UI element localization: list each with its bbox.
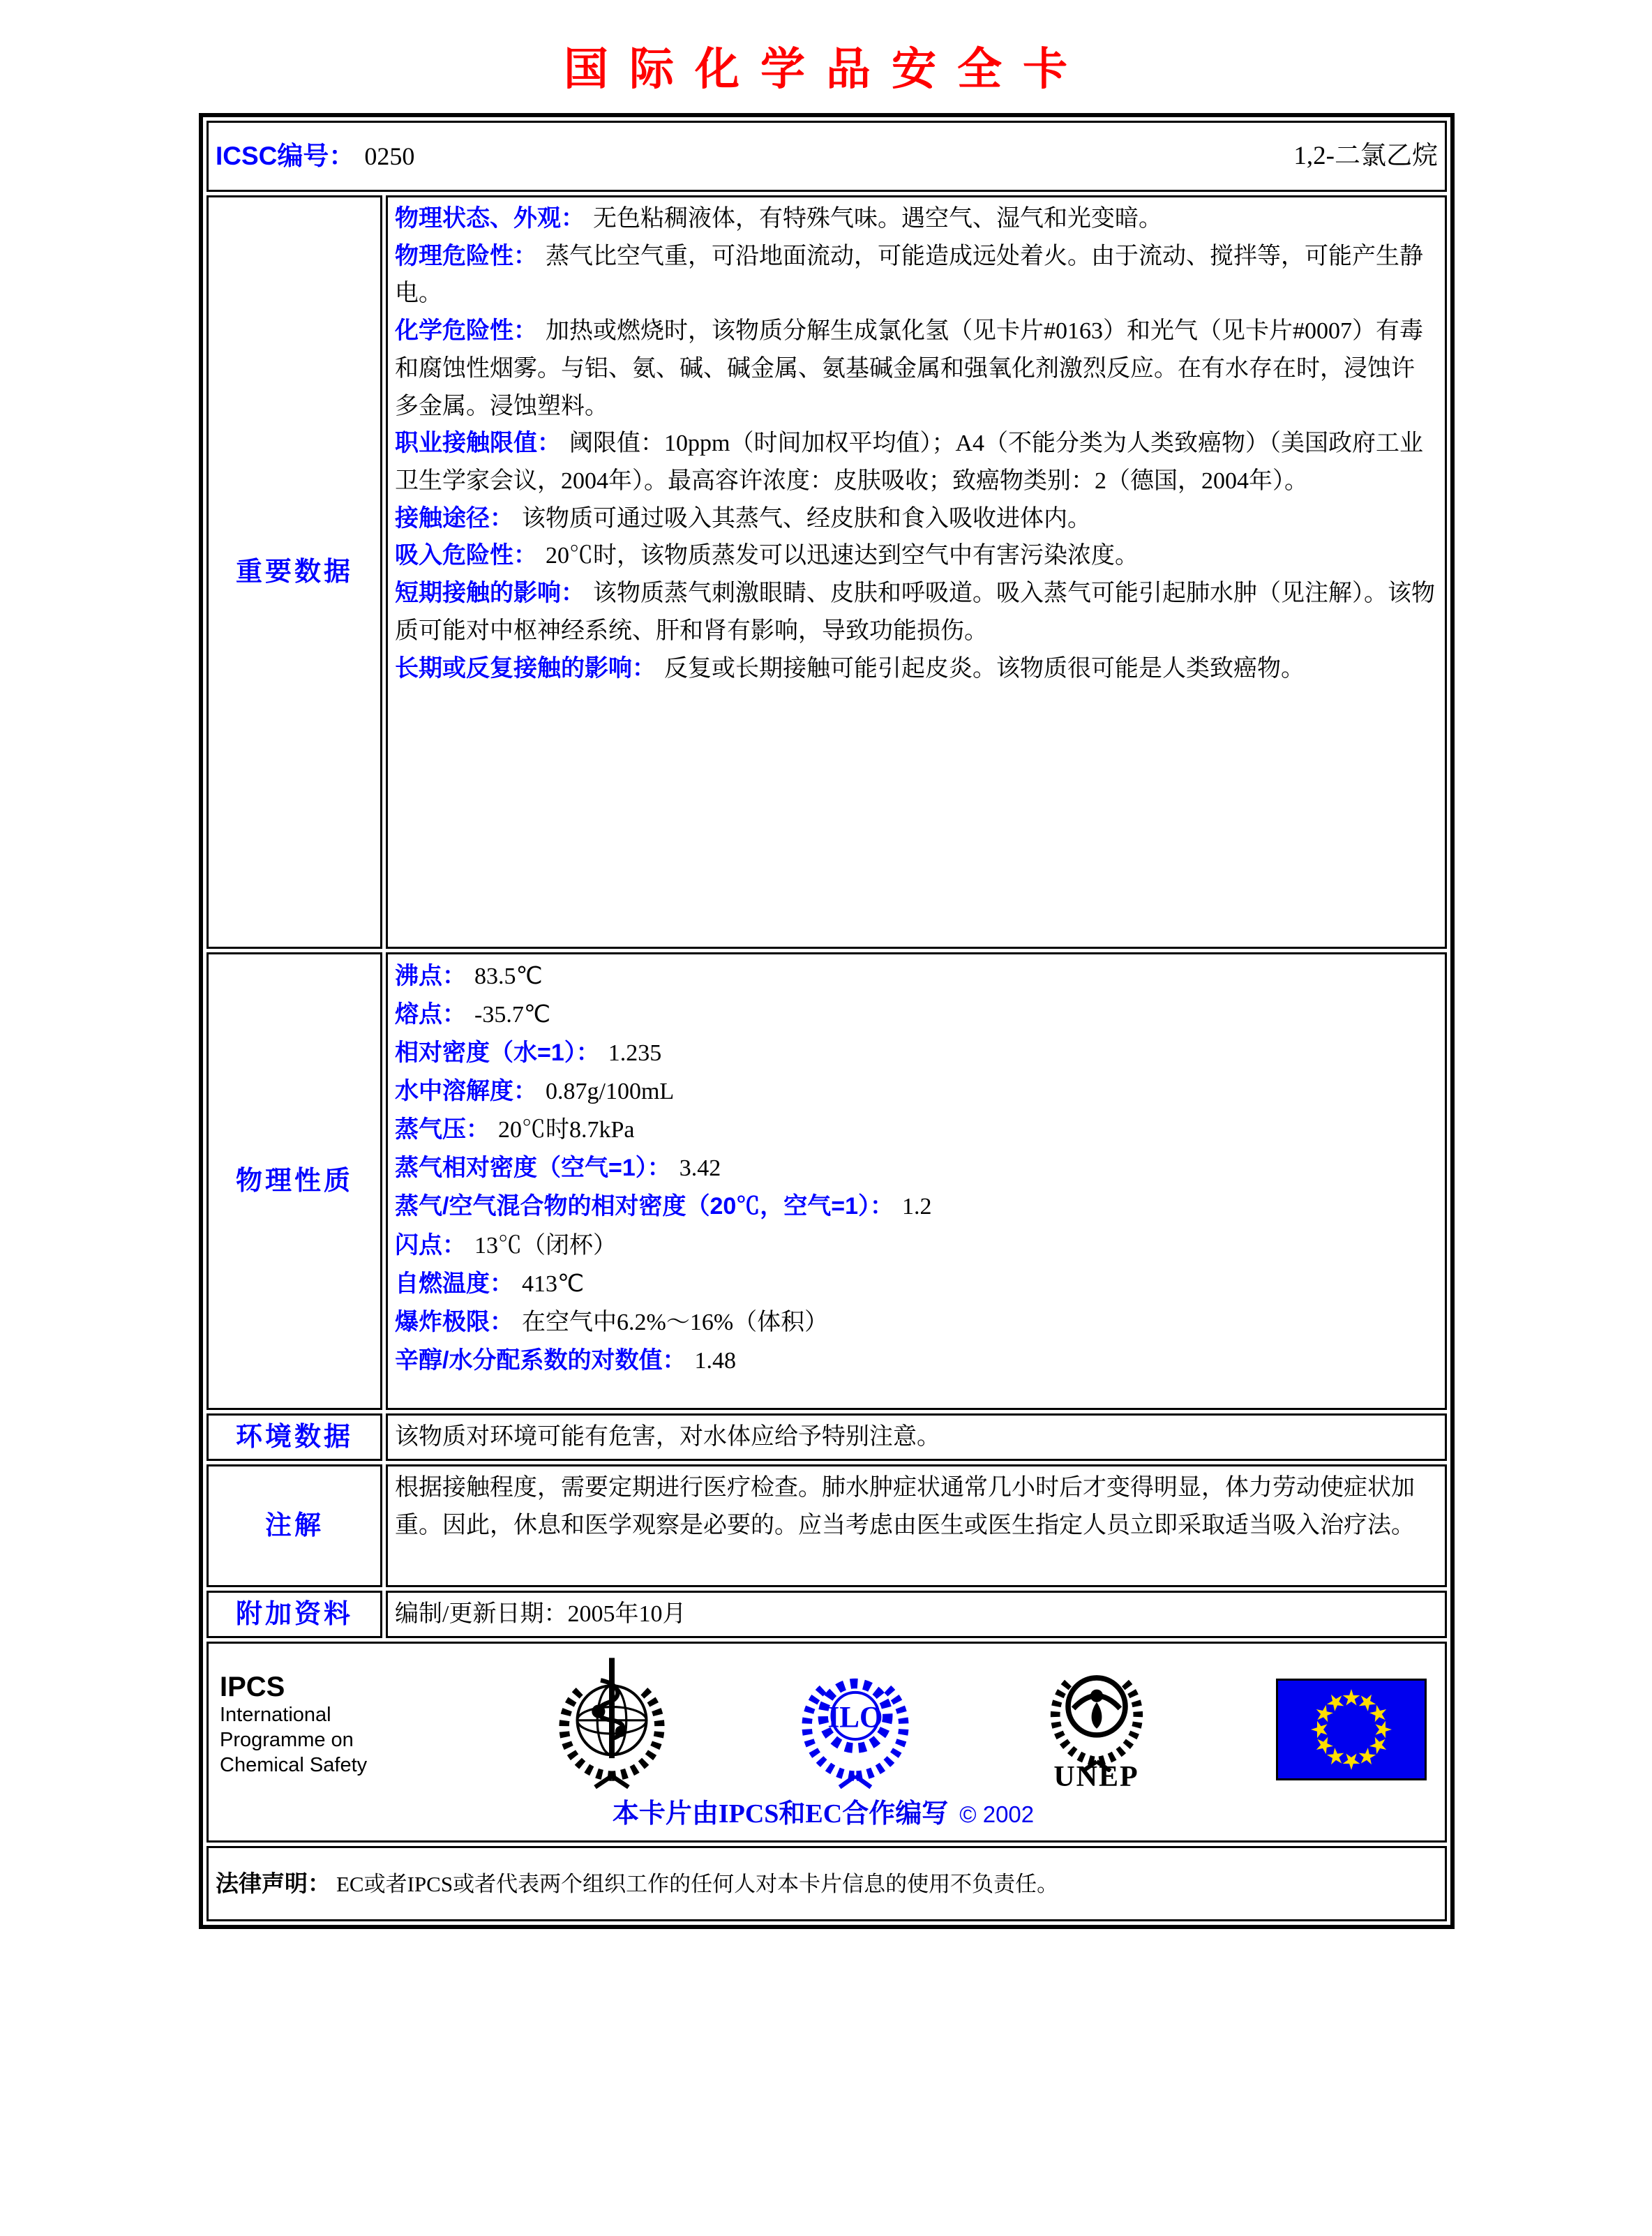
legal-text: EC或者IPCS或者代表两个组织工作的任何人对本卡片信息的使用不负责任。 (336, 1871, 1059, 1896)
icsc-number-value: 0250 (364, 142, 415, 170)
property-item (395, 1149, 1438, 1187)
section-content-important-data (386, 195, 1447, 949)
section-content-additional (386, 1591, 1447, 1638)
field-term: 吸入危险性： (395, 542, 537, 569)
data-item (395, 575, 1438, 650)
ipcs-line: Programme on (220, 1728, 354, 1751)
property-item (395, 1226, 1438, 1265)
field-text: 加热或燃烧时，该物质分解生成氯化氢（见卡片#0163）和光气（见卡片#0007）有毒和腐蚀性烟雾。与铝、氨、碱、碱金属、氨基碱金属和强氧化剂激烈反应。在有水存在时，浸蚀许多金属。浸蚀塑料。 (395, 318, 1423, 419)
field-term: 物理状态、外观： (395, 205, 585, 232)
property-value: -35.7℃ (474, 1002, 551, 1028)
legal-label: 法律声明： (216, 1870, 331, 1896)
property-value: 0.87g/100mL (546, 1079, 675, 1105)
section-content-notes (386, 1464, 1447, 1587)
icsc-number-group (216, 136, 414, 177)
section-content-physical-properties (386, 952, 1447, 1410)
field-text: 阈限值：10ppm（时间加权平均值）；A4（不能分类为人类致癌物）（美国政府工业卫生学家会议，2004年）。最高容许浓度：皮肤吸收；致癌物类别：2（德国，2004年）。 (395, 430, 1423, 495)
section-content-environment (386, 1413, 1447, 1461)
page-title: 国际化学品安全卡 (564, 45, 1088, 94)
section-label-environment: 环境数据 (206, 1413, 382, 1461)
ipcs-line: International (220, 1703, 331, 1726)
data-item (395, 425, 1438, 500)
property-value: 20℃时8.7kPa (498, 1117, 635, 1143)
section-label-important-data: 重要数据 (206, 195, 382, 949)
property-value: 在空气中6.2%～16%（体积） (522, 1309, 829, 1335)
field-text: 蒸气比空气重，可沿地面流动，可能造成远处着火。由于流动、搅拌等，可能产生静电。 (395, 243, 1423, 307)
ipcs-title: IPCS (220, 1671, 285, 1702)
property-term: 沸点： (395, 963, 466, 989)
logos-row (206, 1642, 1447, 1843)
svg-text:ILO: ILO (827, 1701, 883, 1734)
section-label-additional: 附加资料 (206, 1591, 382, 1638)
notes-text: 根据接触程度，需要定期进行医疗检查。肺水肿症状通常几小时后才变得明显，体力劳动使症状加重。因此，休息和医学观察是必要的。应当考虑由医生或医生指定人员立即采取适当吸入治疗法。 (395, 1475, 1415, 1538)
property-term: 蒸气/空气混合物的相对密度（20℃，空气=1）： (395, 1193, 894, 1220)
data-item (395, 238, 1438, 313)
property-value: 1.48 (694, 1347, 736, 1374)
legal-row (206, 1846, 1447, 1921)
property-term: 辛醇/水分配系数的对数值： (395, 1346, 686, 1374)
property-value: 83.5℃ (474, 963, 543, 989)
ilo-icon (794, 1653, 917, 1792)
field-term: 物理危险性： (395, 242, 537, 269)
eu-flag-icon (1276, 1679, 1427, 1780)
section-label-physical-properties: 物理性质 (206, 952, 382, 1410)
property-term: 爆炸极限： (395, 1308, 513, 1335)
field-term: 短期接触的影响： (395, 580, 585, 607)
property-term: 相对密度（水=1）： (395, 1040, 600, 1067)
field-text: 反复或长期接触可能引起皮炎。该物质很可能是人类致癌物。 (664, 655, 1305, 682)
field-term: 职业接触限值： (395, 430, 561, 457)
property-item (395, 1034, 1438, 1072)
property-item (395, 1342, 1438, 1380)
unep-icon (1038, 1653, 1155, 1772)
field-text: 20℃时，该物质蒸发可以迅速达到空气中有害污染浓度。 (546, 543, 1139, 569)
who-icon (550, 1653, 673, 1792)
data-item (395, 500, 1438, 538)
section-label-notes: 注解 (206, 1464, 382, 1587)
additional-text: 编制/更新日期：2005年10月 (395, 1601, 686, 1627)
property-term: 蒸气相对密度（空气=1）： (395, 1155, 671, 1182)
icsc-number-label: ICSC编号： (216, 141, 355, 170)
property-value: 1.2 (902, 1194, 932, 1220)
property-item (395, 957, 1438, 996)
property-item (395, 1072, 1438, 1111)
ipcs-line: Chemical Safety (220, 1754, 368, 1777)
copyright-text: © 2002 (959, 1801, 1035, 1827)
unep-logo-box (1038, 1653, 1155, 1792)
field-term: 长期或反复接触的影响： (395, 654, 656, 682)
eu-flag-box (1276, 1653, 1427, 1780)
field-term: 化学危险性： (395, 317, 537, 345)
ipcs-text-block (220, 1653, 429, 1778)
property-value: 413℃ (522, 1270, 585, 1297)
chemical-name: 1,2-二氯乙烷 (1293, 141, 1438, 170)
field-text: 该物质蒸气刺激眼睛、皮肤和呼吸道。吸入蒸气可能引起肺水肿（见注解）。该物质可能对中枢神经系统、肝和肾有影响，导致功能损伤。 (395, 580, 1435, 644)
property-term: 蒸气压： (395, 1116, 490, 1143)
field-text: 无色粘稠液体，有特殊气味。遇空气、湿气和光变暗。 (593, 206, 1162, 232)
property-term: 熔点： (395, 1001, 466, 1028)
environment-text: 该物质对环境可能有危害，对水体应给予特别注意。 (395, 1424, 940, 1450)
icsc-card-table (199, 113, 1455, 1929)
property-item (395, 1265, 1438, 1303)
property-item (395, 1303, 1438, 1342)
property-item (395, 1111, 1438, 1149)
property-value: 3.42 (679, 1155, 721, 1182)
who-logo-box (550, 1653, 673, 1792)
data-item (395, 313, 1438, 425)
unep-caption: UNEP (1053, 1760, 1139, 1793)
field-text: 该物质可通过吸入其蒸气、经皮肤和食入吸收进体内。 (522, 505, 1091, 532)
property-term: 水中溶解度： (395, 1078, 537, 1105)
header-row (206, 121, 1447, 192)
property-term: 自燃温度： (395, 1270, 513, 1297)
field-term: 接触途径： (395, 504, 513, 532)
property-term: 闪点： (395, 1231, 466, 1259)
credit-text: 本卡片由IPCS和EC合作编写 (612, 1799, 949, 1829)
ilo-logo-box (794, 1653, 917, 1792)
data-item (395, 537, 1438, 575)
property-item (395, 1187, 1438, 1226)
property-value: 13℃（闭杯） (474, 1232, 617, 1259)
property-value: 1.235 (608, 1040, 662, 1067)
data-item (395, 650, 1438, 688)
data-item (395, 200, 1438, 238)
property-item (395, 996, 1438, 1034)
credit-line (220, 1793, 1427, 1835)
